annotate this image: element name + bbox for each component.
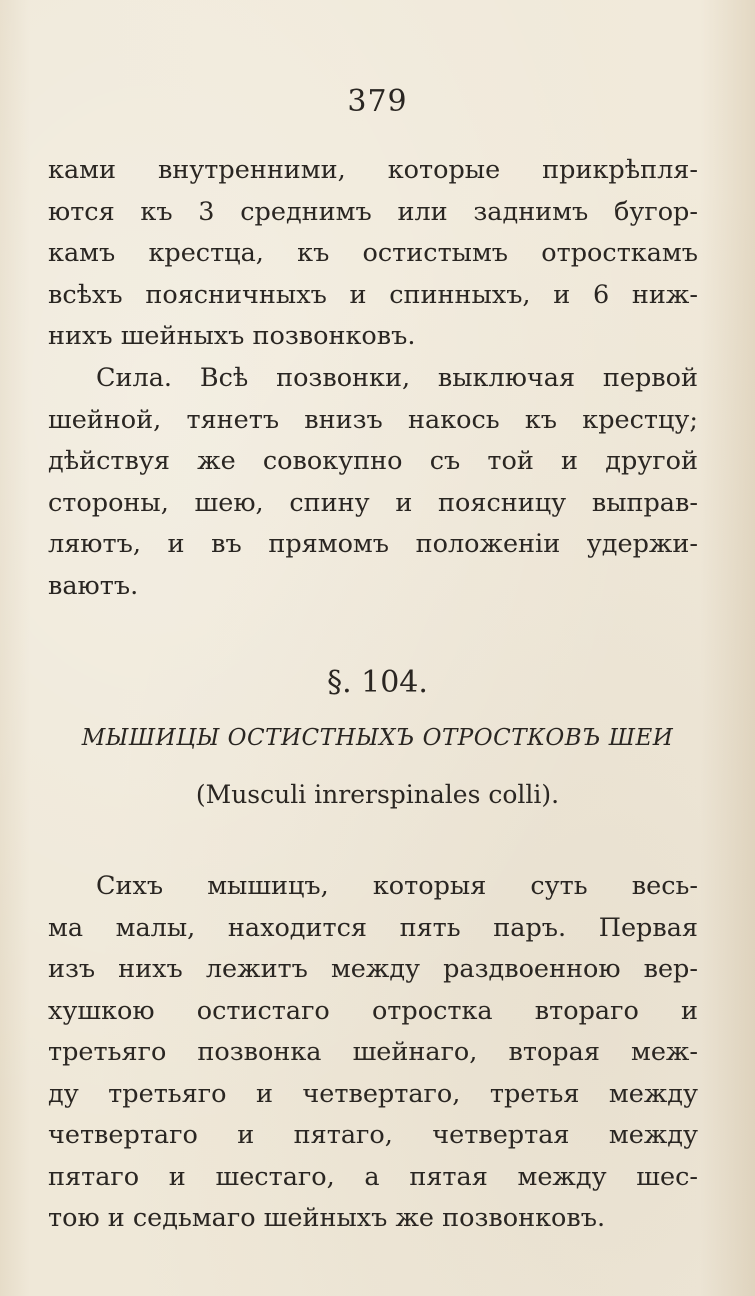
- paragraph-description: [48, 866, 698, 1240]
- text-line: дѣйствуя же совокупно съ той и другой: [48, 446, 698, 476]
- text-line: четвертаго и пятаго, четвертая между: [48, 1120, 698, 1150]
- text-line: ляютъ, и въ прямомъ положеніи удержи-: [48, 529, 698, 559]
- text-line: ются къ 3 среднимъ или заднимъ бугор-: [48, 196, 698, 227]
- text-line: камъ крестца, къ остистымъ отросткамъ: [48, 238, 698, 268]
- section-number: §. 104.: [327, 665, 428, 700]
- text-line: всѣхъ поясничныхъ и спинныхъ, и 6 ниж-: [48, 279, 698, 310]
- text-line: изъ нихъ лежитъ между раздвоенною вер-: [48, 954, 698, 984]
- text-line: третьяго позвонка шейнаго, вторая меж-: [48, 1037, 698, 1067]
- text-line: нихъ шейныхъ позвонковъ.: [48, 321, 416, 351]
- section-title: МЫШИЦЫ ОСТИСТНЫХЪ ОТРОСТКОВЪ ШЕИ: [81, 725, 674, 751]
- text-line: ваютъ.: [48, 570, 139, 601]
- page-number: 379: [347, 84, 408, 119]
- text-line: тою и седьмаго шейныхъ же позвонковъ.: [48, 1203, 606, 1233]
- text-line: пятаго и шестаго, а пятая между шес-: [48, 1161, 698, 1192]
- text-line: ками внутренними, которые прикрѣпля-: [48, 155, 698, 185]
- paragraph-continuation: [48, 150, 698, 358]
- text-line: Сила. Всѣ позвонки, выключая первой: [96, 363, 698, 393]
- section-latin-name: (Musculi inrerspinales colli).: [195, 780, 560, 809]
- text-line: шейной, тянетъ внизъ накось къ крестцу;: [48, 404, 698, 435]
- text-line: хушкою остистаго отростка втораго и: [48, 995, 698, 1026]
- text-line: ду третьяго и четвертаго, третья между: [48, 1078, 698, 1109]
- text-line: стороны, шею, спину и поясницу выправ-: [48, 487, 698, 518]
- text-line: Сихъ мышицъ, которыя суть весь-: [96, 871, 698, 901]
- text-line: ма малы, находится пять паръ. Первая: [48, 912, 698, 943]
- paragraph-force: [48, 358, 698, 607]
